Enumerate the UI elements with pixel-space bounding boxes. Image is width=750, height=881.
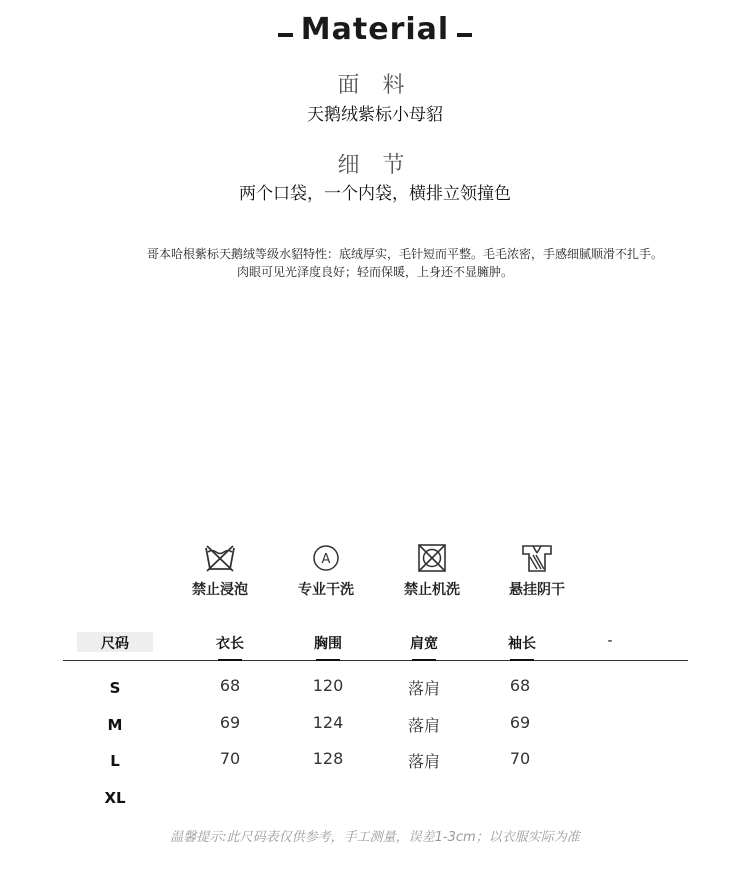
page-title: Material: [300, 12, 450, 47]
care-label-no-machine-wash: 禁止机洗: [404, 582, 460, 598]
header-shoulder-underline: [412, 659, 436, 661]
row-sleeve: 69: [509, 713, 531, 732]
header-chest: 胸围: [314, 636, 342, 652]
care-label-dry-clean: 专业干洗: [298, 582, 354, 598]
material-label: 面 料: [337, 73, 413, 98]
no-machine-wash-icon: [415, 543, 449, 573]
header-length-underline: [218, 659, 242, 661]
details-value: 两个口袋，一个内袋，横排立领撞色: [239, 184, 511, 204]
row-shoulder: 落肩: [407, 752, 440, 771]
care-item-dry-clean: [281, 543, 371, 599]
page-title-wrap: [0, 12, 750, 47]
size-note: 温馨提示:此尺码表仅供参考，手工测量，误差1-3cm；以衣服实际为准: [170, 830, 580, 845]
header-extra: -: [607, 633, 613, 649]
row-chest: 120: [312, 676, 344, 695]
description-line-1: 哥本哈根紫标天鹅绒等级水貂特性：底绒厚实，毛针短而平整。毛毛浓密，手感细腻顺滑不扎手。: [146, 247, 663, 261]
row-length: 70: [219, 749, 241, 768]
row-length: 68: [219, 676, 241, 695]
hang-dry-shade-icon: [520, 543, 554, 573]
material-value: 天鹅绒紫标小母貂: [307, 105, 443, 125]
row-sleeve: 70: [509, 749, 531, 768]
details-label: 细 节: [337, 153, 413, 178]
care-item-hang-dry: [492, 543, 582, 599]
row-chest: 124: [312, 713, 344, 732]
row-size: XL: [104, 789, 126, 807]
row-size: M: [107, 716, 123, 734]
title-dash-left: [278, 33, 293, 37]
table-divider: [63, 660, 688, 661]
header-sleeve: 袖长: [508, 636, 536, 652]
row-chest: 128: [312, 749, 344, 768]
professional-dry-clean-icon: [309, 543, 343, 573]
header-size: 尺码: [101, 636, 129, 652]
row-shoulder: 落肩: [407, 679, 440, 698]
care-item-no-soak: [175, 543, 265, 599]
header-sleeve-underline: [510, 659, 534, 661]
row-sleeve: 68: [509, 676, 531, 695]
svg-text:A: A: [321, 552, 331, 567]
header-chest-underline: [316, 659, 340, 661]
care-item-no-machine-wash: [387, 543, 477, 599]
header-shoulder: 肩宽: [410, 636, 438, 652]
no-soak-icon: [203, 543, 237, 573]
care-label-no-soak: 禁止浸泡: [192, 582, 248, 598]
description-line-2: 肉眼可见光泽度良好；轻而保暖，上身还不显臃肿。: [236, 265, 513, 279]
title-dash-right: [457, 33, 472, 37]
row-size: L: [110, 752, 120, 770]
care-label-hang-dry: 悬挂阴干: [509, 582, 565, 598]
row-length: 69: [219, 713, 241, 732]
header-length: 衣长: [216, 636, 244, 652]
row-shoulder: 落肩: [407, 716, 440, 735]
row-size: S: [109, 679, 121, 697]
